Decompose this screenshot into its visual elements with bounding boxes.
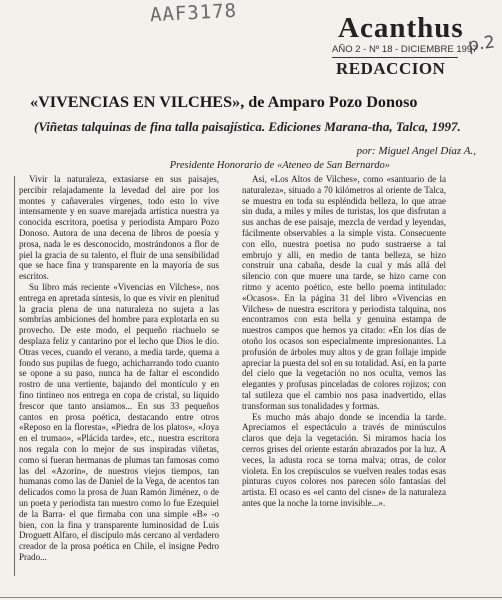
author-role: Presidente Honorario de «Ateneo de San Bernardo»: [169, 160, 390, 171]
handwritten-page-mark: p.2: [466, 32, 497, 56]
masthead-divider: [332, 57, 458, 58]
issue-line: AÑO 2 - Nº 18 - DICIEMBRE 1997: [332, 44, 478, 55]
paragraph: Así, «Los Altos de Vilches», como «santuario de la naturaleza», situado a 70 kilómetros al oriente de Talca, se muestra en toda su espléndida belleza, lo que atrae sin duda, a miles y miles de turistas, los que disfrutan a sus anchas de ese paisaje, mezcla de verdad y leyendas, fácilmente observables a la simple vista. Consecuente con ello, nuestra poetisa no pudo sustraerse a tal embrujo y allí, en medio de tanta belleza, se hizo construir una cabaña, desde la cual y más allá del silencio con que muere una tarde, se hizo carne con ritmo y acento poético, este bello poema intitulado: «Ocasos». En la página 31 del libro «Vivencias en Vilches» de nuestra escritora y periodista talquina, nos encontramos con esta bella y genuina estampa de nuestros campos que hemos ya citado: «En los días de otoño los ocasos son especialmente impresionantes. La profusión de árboles muy altos y de gran follaje impide apreciar la puesta del sol en su totalidad. Así, en la parte del cielo que la vegetación no nos oculta, vemos las elegantes y profusas pinceladas de colores rojizos; con tal sutileza que el cambio nos pasa inadvertido, ellas transforman sus tonalidades y formas.: [242, 174, 446, 411]
article-headline: «VIVENCIAS EN VILCHES», de Amparo Pozo Donoso: [30, 93, 418, 111]
handwritten-archive-code: AAF3178: [149, 0, 238, 27]
article-subtitle: (Viñetas talquinas de fina talla paisajística. Ediciones Marana-tha, Talca, 1997.: [34, 119, 461, 134]
article-byline: por: Miguel Angel Díaz A.,: [356, 145, 476, 157]
paragraph: Vivir la naturaleza, extasiarse en sus paisajes, percibir relajadamente la levedad del aire por los montes y cañaverales vírgenes, todo esto lo vive intensamente y en suave marejada artística nuestra ya conocida escritora, poetisa y periodista Amparo Pozo Donoso. Autora de una decena de libros de poesía y prosa, nada le es desconocido, mostrándonos a flor de piel la gracia de su talento, el fluir de una sensibilidad que se hace fina y transparente en la mayoría de sus escritos.: [19, 174, 219, 282]
article-column-right: [242, 174, 446, 594]
article-column-left: [19, 174, 219, 594]
section-label: REDACCION: [336, 59, 446, 78]
paragraph: Es mucho más abajo donde se incendia la tarde. Apreciamos el espectáculo a través de minúsculos claros que deja la vegetación. Si miramos hacia los cerros grises del oriente estarán abrazados por la luz. A veces, la adusta roca se torna malva; otras, de color violeta. En los crepúsculos se vuelven reales todas esas pinturas cuyos colores nos parecen sólo fantasías del artista. El ocaso es «el canto del cisne» de la naturaleza antes que la noche la torne invisible...».: [242, 411, 446, 508]
bottom-edge-rule: [0, 597, 502, 598]
paragraph: Su libro más reciente «Vivencias en Vilches», nos entrega en apretada síntesis, lo que es vivir en plenitud la gracia plena de una naturaleza no sujeta a las sombrías ambiciones del hombre para explotarla en su provecho. De este modo, el pequeño riachuelo se desplaza feliz y cantarino por el lecho que Dios le dio. Otras veces, cuando el verano, a media tarde, quema a fondo sus pupilas de fuego, achicharrando todo cuanto se opone a su paso, nunca ha de faltar el escondido rostro de una vertiente, bajando del montículo y en fino tintineo nos entrega en copa de cristal, su líquido frescor que tanto ansiamos... En sus 33 pequeños cantos en prosa poética, destacando entre otros «Reposo en la floresta», «Piedra de los platos», «Joya en el trumao», «Plácida tarde», etc., nuestra escritora nos regala con lo mejor de sus inspiradas viñetas, como si fueran hermanas de plumas tan famosas como las del «Azorín», de nuestros viejos tiempos, tan humanas como las de Daniel de la Vega, de acentos tan delicados como la prosa de Juan Ramón Jiménez, o de un poeta y periodista tan nuestro como lo fue Ezequiel de la Barra- el que firmaba con una simple «B» -o bien, con la fina y transparente luminosidad de Luis Droguett Alfaro, el discípulo más cercano al verdadero creador de la prosa poética en Chile, el insigne Pedro Prado...: [19, 281, 219, 562]
magazine-title: Acanthus: [338, 12, 464, 44]
